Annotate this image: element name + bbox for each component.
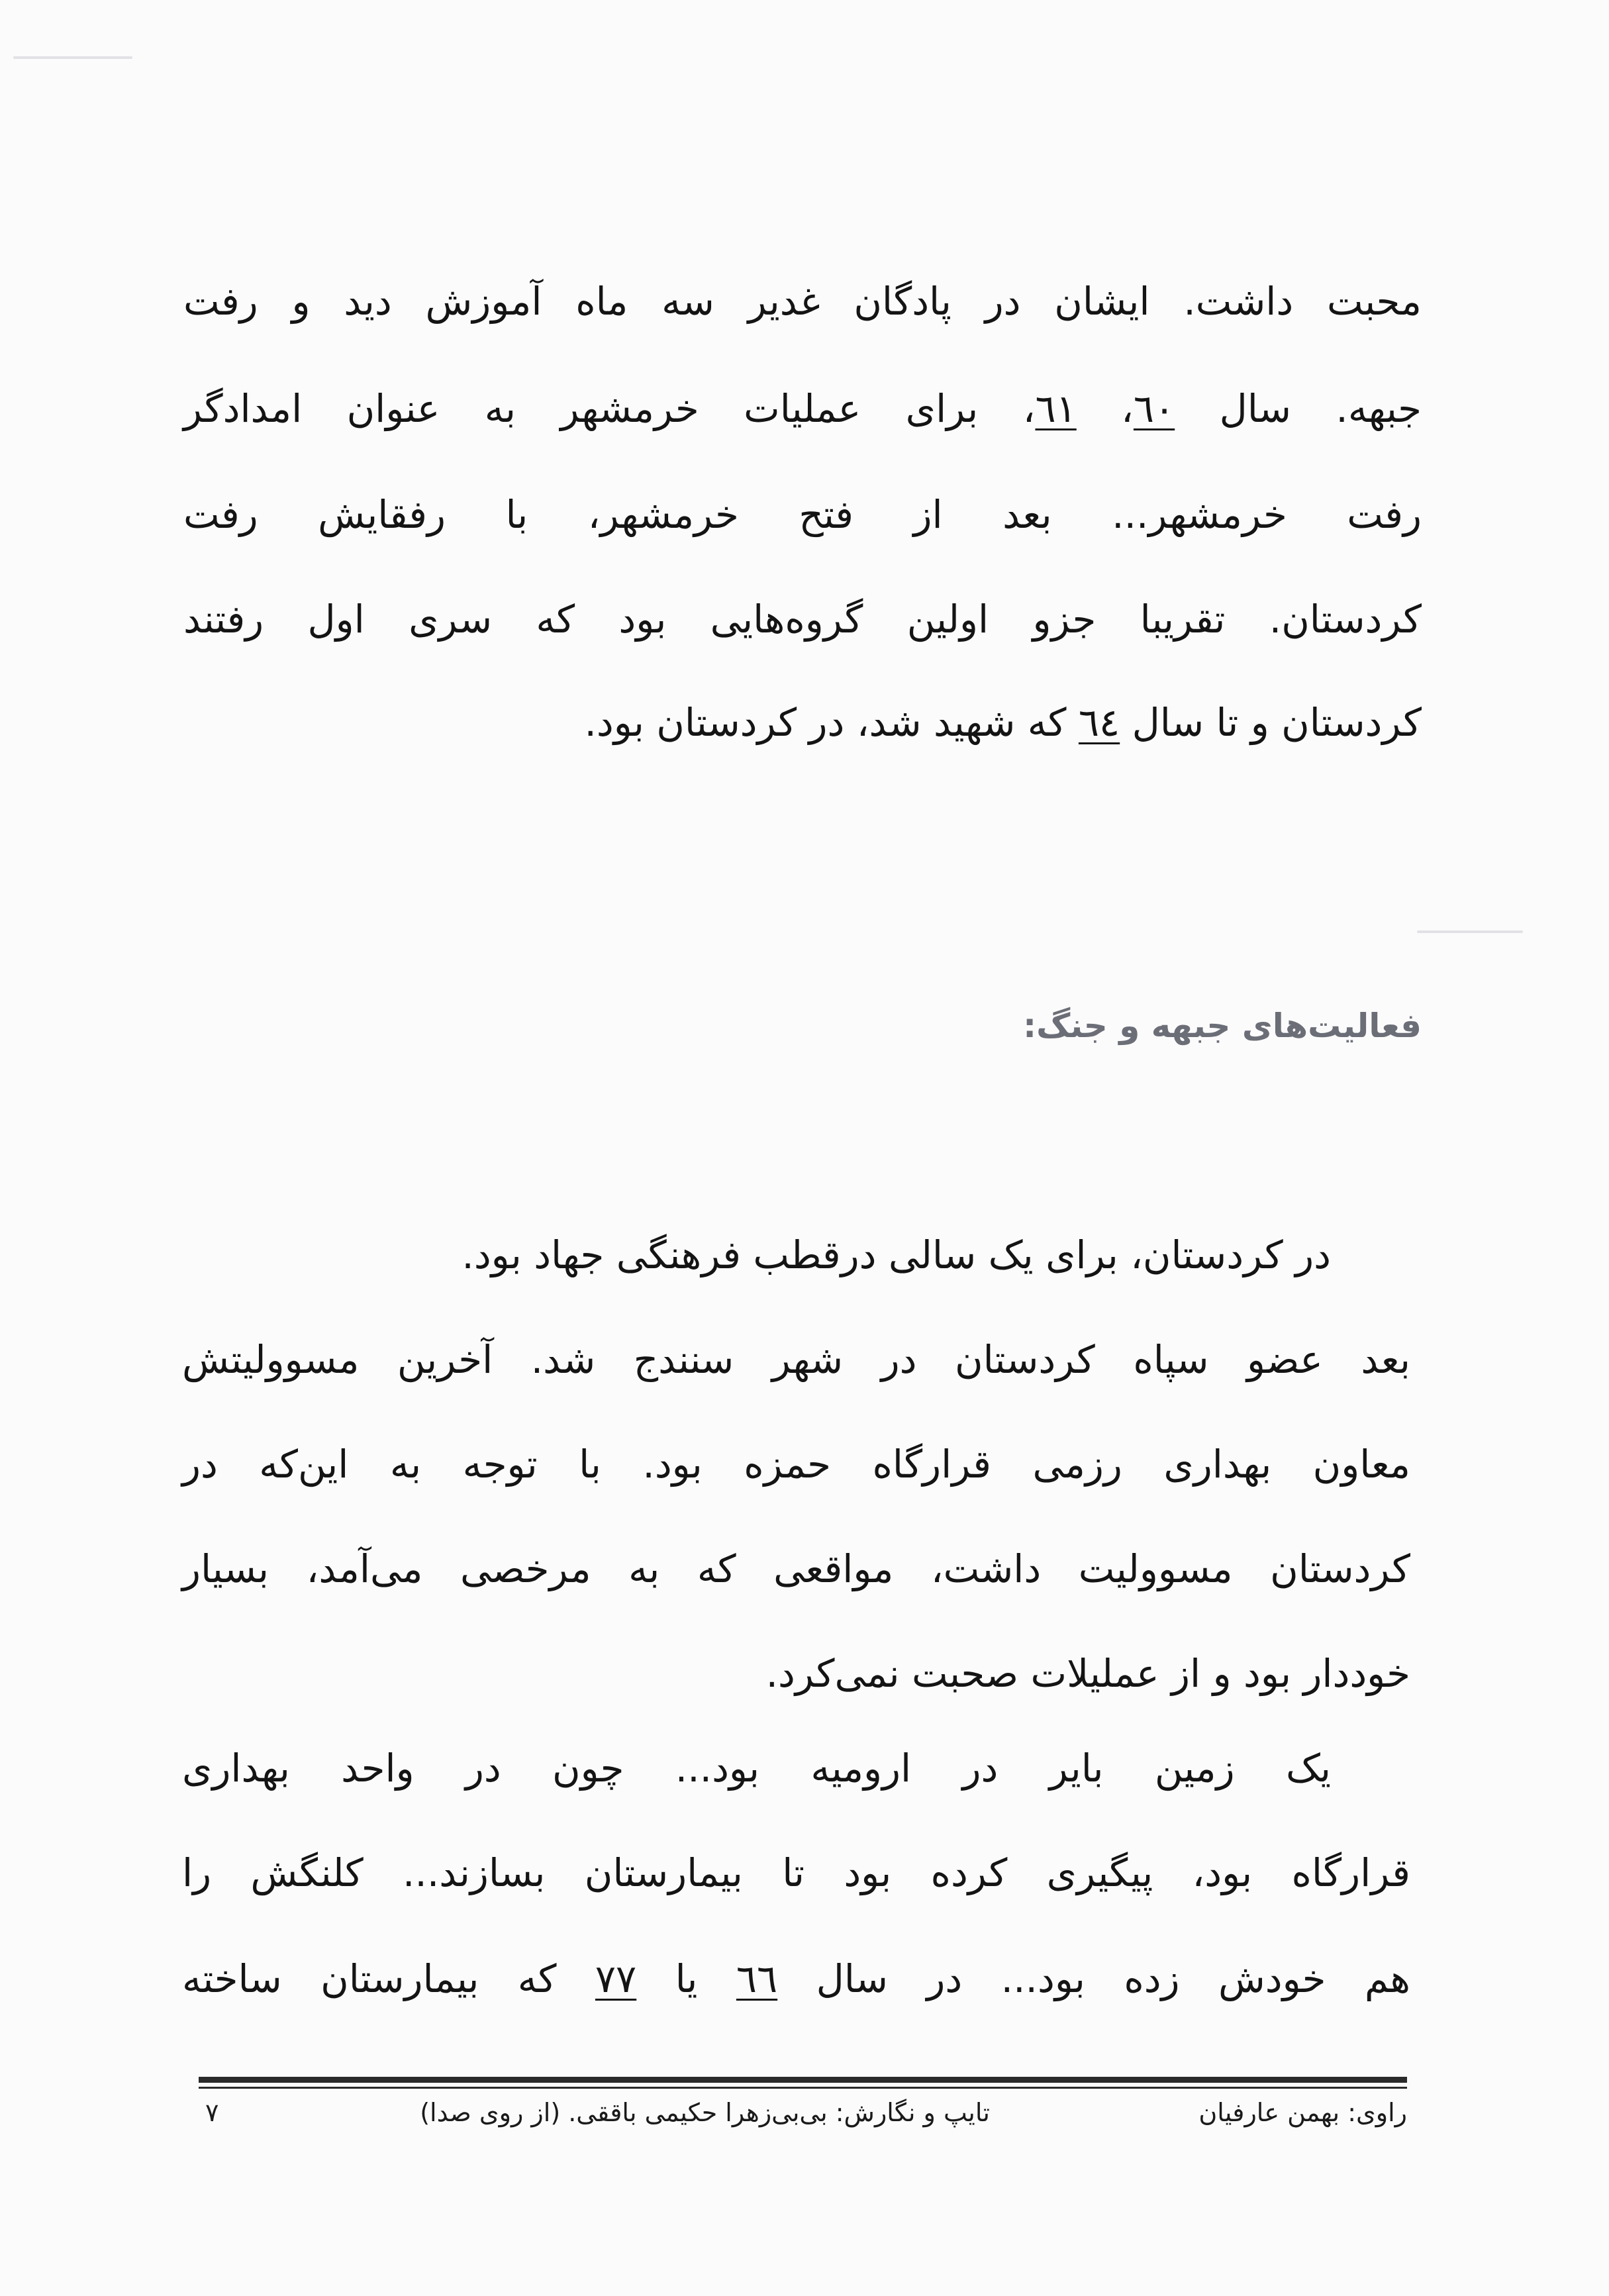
line-text: کردستان و تا سال [1120,700,1422,745]
line-text: ، برای عملیات خرمشهر به عنوان امدادگر [183,386,1036,431]
paragraph-2-line-3: معاون بهداری رزمی قرارگاه حمزه بود. با توجه به این‌که در [182,1442,1410,1487]
section-heading: فعالیت‌های جبهه و جنگ: [1023,1007,1422,1045]
footer-rule-thick [199,2077,1407,2083]
line-text: که بیمارستان ساخته [182,1956,595,2001]
line-text: جبهه. سال [1175,386,1422,431]
paragraph-1-line-1: محبت داشت. ایشان در پادگان غدیر سه ماه آموزش دید و رفت [183,279,1422,324]
year-66: ٦٦ [736,1956,778,2001]
paragraph-1-line-5 [585,699,1422,746]
scan-speck [1417,930,1523,933]
paragraph-1-line-4: کردستان. تقریبا جزو اولین گروه‌هایی بود که سری اول رفتند [183,597,1422,642]
paragraph-1-line-2 [183,385,1422,432]
paragraph-2-line-2: بعد عضو سپاه کردستان در شهر سنندج شد. آخرین مسوولیتش [182,1337,1410,1382]
paragraph-1 [183,278,1422,755]
line-text: یا [636,1956,736,2001]
line-text: که شهید شد، در کردستان بود. [584,700,1079,745]
year-60: ٦٠ [1133,386,1175,431]
year-64: ٦٤ [1078,700,1120,745]
paragraph-1-line-3: رفت خرمشهر... بعد از فتح خرمشهر، با رفقایش رفت [183,492,1422,537]
line-text: هم خودش زده بود... در سال [777,1956,1411,2001]
paragraph-2 [182,1232,1410,1709]
footer-typist: تایپ و نگارش: بی‌بی‌زهرا حکیمی باققی. (از روی صدا) [420,2098,990,2127]
footer-narrator: راوی: بهمن عارفیان [1198,2098,1407,2127]
paragraph-3-line-1: یک زمین بایر در ارومیه بود... چون در واحد بهداری [182,1746,1331,1791]
paragraph-2-line-5: خوددار بود و از عملیلات صحبت نمی‌کرد. [765,1651,1410,1696]
year-77: ٧٧ [595,1956,637,2001]
footer-rule-thin [199,2087,1407,2089]
paragraph-2-line-1: در کردستان، برای یک سالی درقطب فرهنگی جهاد بود. [462,1232,1331,1277]
page-footer [199,2098,1407,2138]
year-61: ٦١ [1035,386,1077,431]
page-number: ٧ [205,2098,219,2127]
paragraph-2-line-4: کردستان مسوولیت داشت، مواقعی که به مرخصی می‌آمد، بسیار [182,1546,1410,1591]
line-text: ، [1076,386,1134,431]
paragraph-3-line-3 [182,1956,1410,2002]
paragraph-3-line-2: قرارگاه بود، پیگیری کرده بود تا بیمارستان بسازند... کلنگش را [182,1850,1410,1895]
paragraph-3 [182,1745,1410,2010]
scan-speck [13,56,132,59]
